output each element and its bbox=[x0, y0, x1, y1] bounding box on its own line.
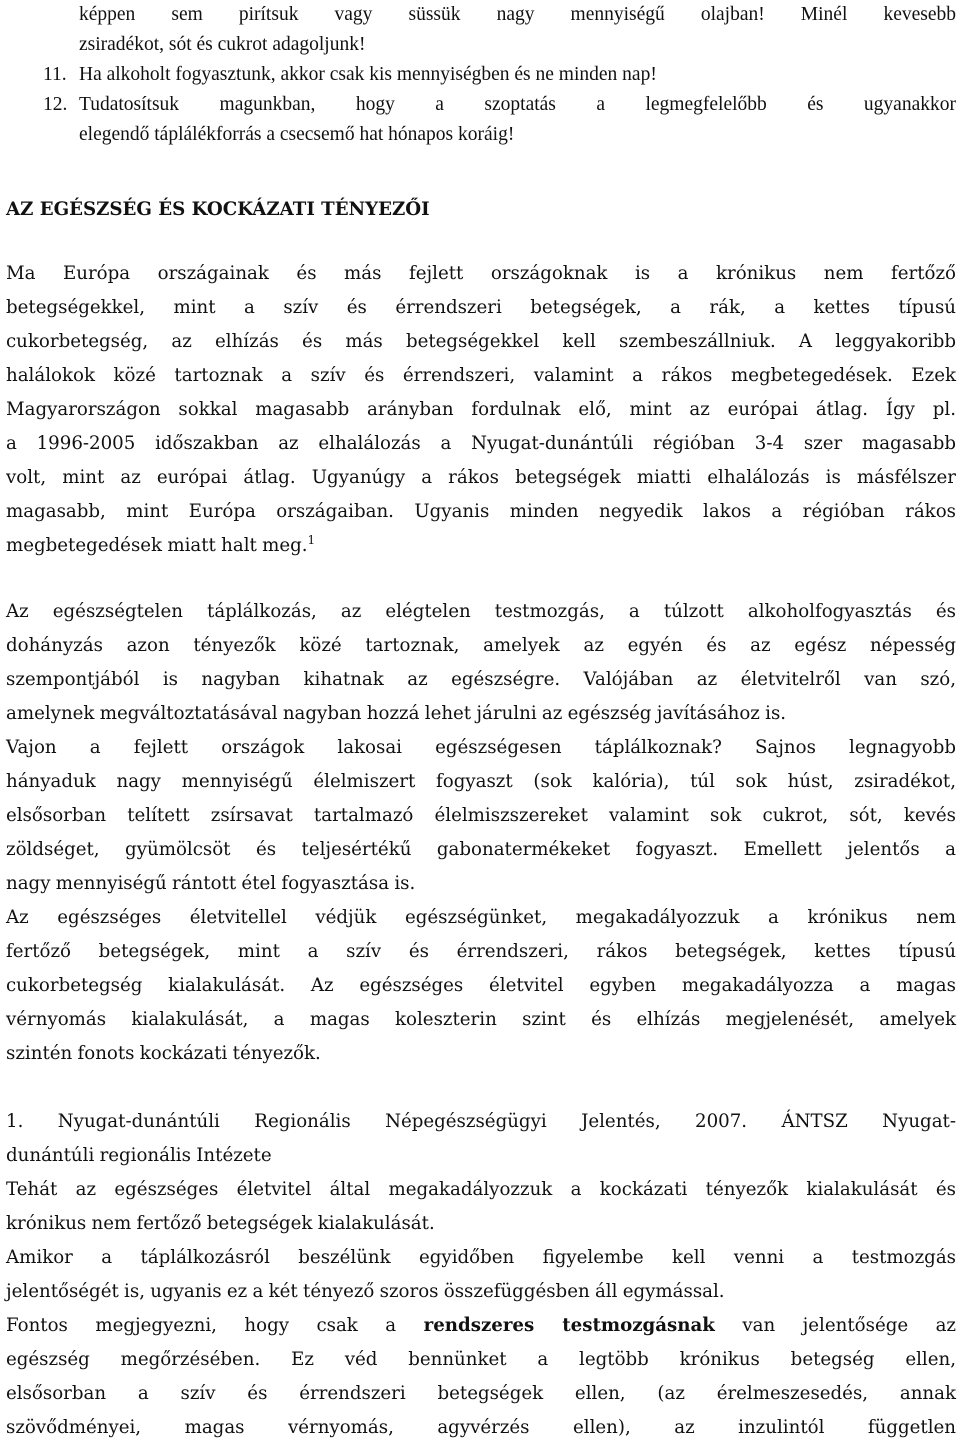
text-line bbox=[6, 1309, 956, 1343]
text-line: betegségekkel, mint a szív és érrendszeri betegségek, a rák, a kettes típusú bbox=[6, 297, 956, 318]
footnote-line: dunántúli regionális Intézete bbox=[6, 1145, 272, 1166]
text-line: vérnyomás kialakulását, a magas koleszterin szint és elhízás megjelenését, amelyek bbox=[6, 1009, 956, 1030]
text-line: dohányzás azon tényezők közé tartoznak, amelyek az egyén és az egész népesség bbox=[6, 635, 956, 656]
list-item-12 bbox=[6, 90, 956, 120]
list-text: Ha alkoholt fogyasztunk, akkor csak kis mennyiségben és ne minden nap! bbox=[79, 64, 657, 85]
list-number: 12. bbox=[43, 94, 68, 115]
text-line: cukorbetegség, az elhízás és más betegségekkel kell szembeszállniuk. A leggyakoribb bbox=[6, 331, 956, 352]
top-list bbox=[6, 0, 956, 150]
paragraph-2 bbox=[6, 595, 956, 901]
paragraph-5 bbox=[6, 1241, 956, 1309]
text-line: halálokok közé tartoznak a szív és érrendszeri, valamint a rákos megbetegedések. Ezek bbox=[6, 365, 956, 386]
text-line: nagy mennyiségű rántott étel fogyasztása is. bbox=[6, 873, 416, 894]
text-line: Az egészségtelen táplálkozás, az elégtelen testmozgás, a túlzott alkoholfogyasztás és bbox=[6, 601, 956, 622]
list-continuation-line: zsiradékot, sót és cukrot adagoljunk! bbox=[79, 34, 366, 55]
emphasis-text: rendszeres testmozgásnak bbox=[423, 1315, 715, 1336]
section-heading: AZ EGÉSZSÉG ÉS KOCKÁZATI TÉNYEZŐI bbox=[6, 199, 430, 220]
text-line: cukorbetegség kialakulását. Az egészséges életvitel egyben megakadályozza a magas bbox=[6, 975, 956, 996]
text-line: magasabb, mint Európa országaiban. Ugyanis minden negyedik lakos a régióban rákos bbox=[6, 501, 956, 522]
text-line: krónikus nem fertőző betegségek kialakulását. bbox=[6, 1213, 435, 1234]
document-page bbox=[6, 0, 956, 1445]
text-line: fertőző betegségek, mint a szív és érrendszeri, rákos betegségek, kettes típusú bbox=[6, 941, 956, 962]
paragraph-4 bbox=[6, 1173, 956, 1241]
text-line-content: megbetegedések miatt halt meg. bbox=[6, 535, 308, 556]
text-line bbox=[6, 529, 956, 563]
text-line: zöldséget, gyümölcsöt és teljesértékű gabonatermékeket fogyaszt. Emellett jelentős a bbox=[6, 839, 956, 860]
text-line: szempontjából is nagyban kihatnak az egészségre. Valójában az életvitelről van szó, bbox=[6, 669, 956, 690]
text-line: szintén fonots kockázati tényezők. bbox=[6, 1043, 321, 1064]
list-continuation-line: elegendő táplálékforrás a csecsemő hat hónapos koráig! bbox=[79, 124, 515, 145]
text-line: szövődményei, magas vérnyomás, agyvérzés ellen), az inzulintól független bbox=[6, 1417, 956, 1438]
paragraph-6 bbox=[6, 1309, 956, 1445]
footnote-reference[interactable]: 1 bbox=[307, 533, 316, 547]
list-text: Tudatosítsuk magunkban, hogy a szoptatás a legmegfelelőbb és ugyanakkor bbox=[79, 94, 956, 115]
text-segment: van jelentősége az bbox=[742, 1315, 956, 1336]
list-item-11 bbox=[6, 60, 956, 90]
text-line: Tehát az egészséges életvitel által megakadályozzuk a kockázati tényezők kialakulását és bbox=[6, 1179, 956, 1200]
text-line: hányaduk nagy mennyiségű élelmiszert fogyaszt (sok kalória), túl sok húst, zsiradékot, bbox=[6, 771, 956, 792]
footnote-line: 1. Nyugat-dunántúli Regionális Népegészségügyi Jelentés, 2007. ÁNTSZ Nyugat- bbox=[6, 1111, 956, 1132]
text-segment: Fontos megjegyezni, hogy csak a bbox=[6, 1315, 397, 1336]
paragraph-1 bbox=[6, 257, 956, 563]
list-number: 11. bbox=[43, 64, 67, 85]
text-line: amelynek megváltoztatásával nagyban hozzá lehet járulni az egészség javításához is. bbox=[6, 703, 787, 724]
text-line: Vajon a fejlett országok lakosai egészségesen táplálkoznak? Sajnos legnagyobb bbox=[6, 737, 956, 758]
text-line: elsősorban a szív és érrendszeri betegségek ellen, (az érelmeszesedés, annak bbox=[6, 1383, 956, 1404]
paragraph-3 bbox=[6, 901, 956, 1071]
text-line: Magyarországon sokkal magasabb arányban fordulnak elő, mint az európai átlag. Így pl. bbox=[6, 399, 956, 420]
text-line: elsősorban telített zsírsavat tartalmazó élelmiszszereket valamint sok cukrot, sót, kevés bbox=[6, 805, 956, 826]
text-line: Amikor a táplálkozásról beszélünk egyidőben figyelembe kell venni a testmozgás bbox=[6, 1247, 956, 1268]
text-line: Az egészséges életvitellel védjük egészségünket, megakadályozzuk a krónikus nem bbox=[6, 907, 956, 928]
list-continuation-line: képpen sem pirítsuk vagy süssük nagy mennyiségű olajban! Minél kevesebb bbox=[79, 4, 956, 25]
text-line: a 1996-2005 időszakban az elhalálozás a Nyugat-dunántúli régióban 3-4 szer magasabb bbox=[6, 433, 956, 454]
text-line: volt, mint az európai átlag. Ugyanúgy a rákos betegségek miatti elhalálozás is másfélszer bbox=[6, 467, 956, 488]
text-line: egészség megőrzésében. Ez véd bennünket a legtöbb krónikus betegség ellen, bbox=[6, 1349, 956, 1370]
text-line: Ma Európa országainak és más fejlett országoknak is a krónikus nem fertőző bbox=[6, 263, 956, 284]
text-line: jelentőségét is, ugyanis ez a két tényező szoros összefüggésben áll egymással. bbox=[6, 1281, 725, 1302]
footnote bbox=[6, 1105, 956, 1173]
